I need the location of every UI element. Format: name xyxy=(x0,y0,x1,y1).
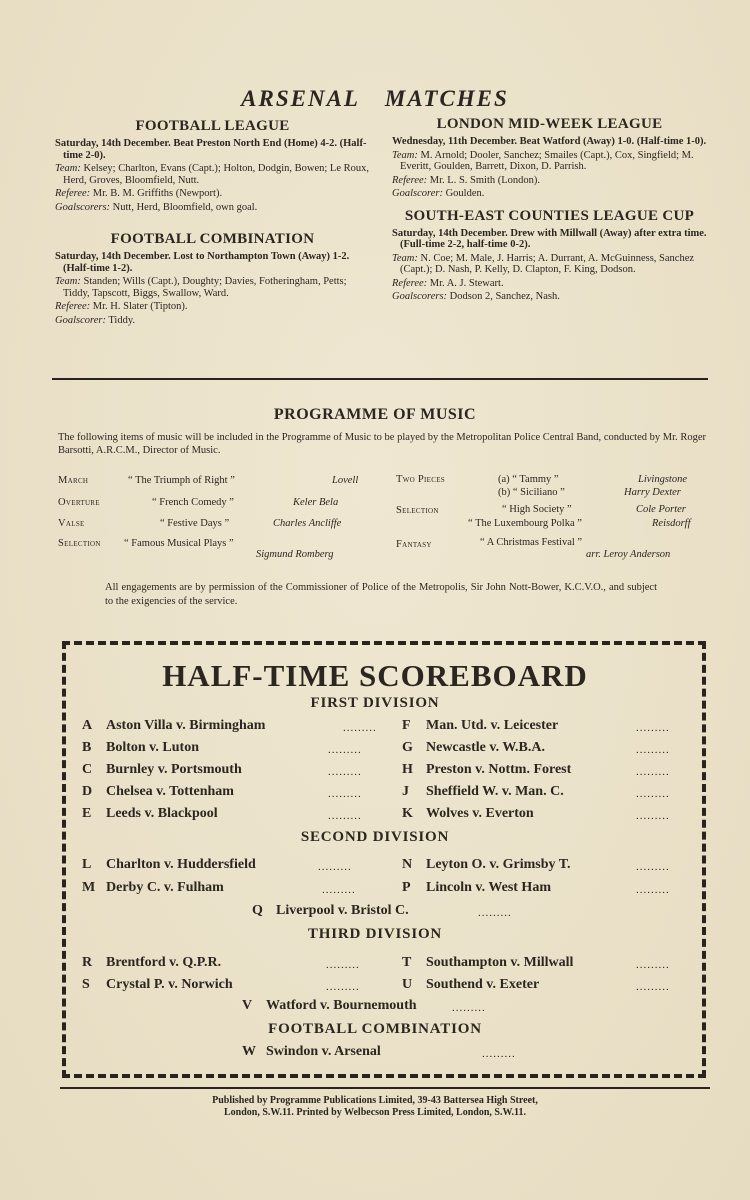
team-list: Kelsey; Charlton, Evans (Capt.); Holton, Dodgin, Bowen; Le Roux, Herd, Groves, Bloomfield, Nutt. xyxy=(63,163,370,186)
music-type: Overture xyxy=(58,497,100,508)
second-division-heading: SECOND DIVISION xyxy=(300,829,450,845)
combination-heading: FOOTBALL COMBINATION xyxy=(268,1021,482,1037)
referee-label: Referee: xyxy=(55,301,91,312)
referee-label: Referee: xyxy=(392,174,428,186)
referee-name: Mr. L. S. Smith (London). xyxy=(429,174,541,186)
score-blank: ......... xyxy=(328,766,362,778)
team-label: Team: xyxy=(55,276,81,287)
football-league-match: Saturday, 14th December. Beat Preston North End (Home) 4-2. (Half-time 2-0). xyxy=(55,138,367,161)
music-composer: Reisdorff xyxy=(652,518,691,529)
london-midweek-heading: LONDON MID-WEEK LEAGUE xyxy=(436,116,663,132)
music-title: “ Famous Musical Plays ” xyxy=(124,538,234,549)
music-title: (a) “ Tammy ” xyxy=(498,474,559,485)
scorers-list: Goulden. xyxy=(445,188,485,199)
music-title: “ Festive Days ” xyxy=(160,518,230,529)
section-divider xyxy=(52,378,708,380)
first-division-heading: FIRST DIVISION xyxy=(310,695,440,711)
scorers-label: Goalscorers: xyxy=(55,201,111,213)
footer-divider xyxy=(60,1087,710,1089)
football-league-scorers xyxy=(55,202,370,214)
score-blank: ......... xyxy=(636,810,670,822)
fixture-row: U Southend v. Exeter xyxy=(402,977,540,992)
fixture-row: H Preston v. Nottm. Forest xyxy=(402,762,572,777)
score-blank: ......... xyxy=(636,788,670,800)
score-blank: ......... xyxy=(328,744,362,756)
scorers-label: Goalscorer: xyxy=(392,188,443,199)
score-blank: ......... xyxy=(636,959,670,971)
left-column xyxy=(55,118,370,328)
fixture-row: K Wolves v. Everton xyxy=(402,806,534,821)
team-list: Standen; Wills (Capt.), Doughty; Davies, Fotheringham, Petts; Tiddy, Tapscott, Biggs, Swallow, Ward. xyxy=(63,276,347,299)
right-column xyxy=(392,116,707,305)
fixture-row: B Bolton v. Luton xyxy=(82,740,199,755)
fixture-row: T Southampton v. Millwall xyxy=(402,955,574,970)
music-composer: Charles Ancliffe xyxy=(273,518,342,529)
london-midweek-referee xyxy=(392,175,707,187)
music-composer: arr. Leroy Anderson xyxy=(586,549,671,560)
music-title: (b) “ Siciliano ” xyxy=(498,487,565,498)
fixture-row: M Derby C. v. Fulham xyxy=(82,880,224,895)
scoreboard-title: HALF-TIME SCOREBOARD xyxy=(162,658,588,693)
music-type: Selection xyxy=(58,538,101,549)
page-title: ARSENAL MATCHES xyxy=(241,86,509,111)
scorers-list: Tiddy. xyxy=(108,314,136,326)
publisher-footer xyxy=(0,1095,750,1119)
score-blank: ......... xyxy=(478,907,512,919)
music-composer: Livingstone xyxy=(638,474,687,485)
score-blank: ......... xyxy=(326,959,360,971)
fixture-row: Q Liverpool v. Bristol C. xyxy=(252,903,409,918)
london-midweek-scorers xyxy=(392,188,707,200)
fixture-row: P Lincoln v. West Ham xyxy=(402,880,551,895)
music-title: “ The Luxembourg Polka ” xyxy=(468,518,582,529)
london-midweek-match: Wednesday, 11th December. Beat Watford (Away) 1-0. (Half-time 1-0). xyxy=(392,136,707,147)
score-blank: ......... xyxy=(636,861,670,873)
music-intro: The following items of music will be included in the Programme of Music to be played by the Metropolitan Police Central Band, conducted by Mr. Roger Barsotti, A.R.C.M., Director of Music. xyxy=(58,432,706,456)
music-title: “ A Christmas Festival ” xyxy=(480,537,583,548)
scorers-list: Dodson 2, Sanchez, Nash. xyxy=(449,291,560,302)
team-label: Team: xyxy=(392,252,418,264)
music-type: Selection xyxy=(396,505,439,516)
football-combination-heading: FOOTBALL COMBINATION xyxy=(110,231,315,247)
score-blank: ......... xyxy=(636,722,670,734)
third-division-heading: THIRD DIVISION xyxy=(307,926,443,942)
football-combination-team xyxy=(55,276,370,299)
permission-note: All engagements are by permission of the Commissioner of Police of the Metropolis, Sir John Nott-Bower, K.C.V.O., and subject to the exigencies of the service. xyxy=(105,582,657,607)
referee-name: Mr. B. M. Griffiths (Newport). xyxy=(92,188,223,199)
music-heading: PROGRAMME OF MUSIC xyxy=(273,406,477,423)
music-title: “ High Society ” xyxy=(502,504,572,515)
score-blank: ......... xyxy=(328,788,362,800)
south-east-match: Saturday, 14th December. Drew with Millwall (Away) after extra time. (Full-time 2-2, half-time 0-2). xyxy=(392,227,707,250)
music-type: Two Pieces xyxy=(396,474,445,485)
south-east-scorers xyxy=(392,291,707,303)
score-blank: ......... xyxy=(318,861,352,873)
music-title: “ French Comedy ” xyxy=(152,497,234,508)
music-composer: Cole Porter xyxy=(636,504,686,515)
south-east-referee xyxy=(392,278,707,290)
fixture-row: J Sheffield W. v. Man. C. xyxy=(402,784,564,799)
football-combination-match: Saturday, 14th December. Lost to Northampton Town (Away) 1-2. (Half-time 1-2). xyxy=(55,251,350,274)
score-blank: ......... xyxy=(636,981,670,993)
music-composer: Lovell xyxy=(332,475,359,486)
scorers-label: Goalscorers: xyxy=(392,291,448,302)
referee-name: Mr. H. Slater (Tipton). xyxy=(92,301,188,312)
team-list: M. Arnold; Dooler, Sanchez; Smailes (Capt.), Cox, Singfield; M. Everitt, Goulden, Barrett, Dixon, D. Parrish. xyxy=(400,149,694,172)
fixture-row: G Newcastle v. W.B.A. xyxy=(402,740,545,755)
fixture-row: R Brentford v. Q.P.R. xyxy=(82,955,222,970)
referee-label: Referee: xyxy=(55,188,91,199)
footer-line: Published by Programme Publications Limited, 39-43 Battersea High Street, xyxy=(212,1095,538,1106)
music-type: Fantasy xyxy=(396,539,432,550)
score-blank: ......... xyxy=(452,1002,486,1014)
london-midweek-team xyxy=(392,150,707,173)
fixture-row: D Chelsea v. Tottenham xyxy=(82,784,234,799)
footer-line: London, S.W.11. Printed by Welbecson Press Limited, London, S.W.11. xyxy=(223,1107,527,1118)
score-blank: ......... xyxy=(328,810,362,822)
score-blank: ......... xyxy=(322,884,356,896)
score-blank: ......... xyxy=(636,744,670,756)
fixture-row: V Watford v. Bournemouth xyxy=(242,998,417,1013)
score-blank: ......... xyxy=(326,981,360,993)
score-blank: ......... xyxy=(636,766,670,778)
score-blank: ......... xyxy=(636,884,670,896)
music-composer: Keler Bela xyxy=(293,497,339,508)
scorers-list: Nutt, Herd, Bloomfield, own goal. xyxy=(112,201,258,213)
score-blank: ......... xyxy=(343,722,377,734)
football-combination-referee xyxy=(55,301,370,313)
scorers-label: Goalscorer: xyxy=(55,314,106,326)
team-label: Team: xyxy=(392,149,418,161)
football-league-heading: FOOTBALL LEAGUE xyxy=(135,118,290,134)
music-title: “ The Triumph of Right ” xyxy=(128,475,235,486)
music-type: March xyxy=(58,475,89,486)
fixture-row: S Crystal P. v. Norwich xyxy=(82,977,233,992)
score-blank: ......... xyxy=(482,1048,516,1060)
music-composer: Sigmund Romberg xyxy=(256,549,334,560)
fixture-row: W Swindon v. Arsenal xyxy=(242,1044,381,1059)
south-east-team xyxy=(392,253,707,276)
fixture-row: F Man. Utd. v. Leicester xyxy=(402,718,559,733)
fixture-row: A Aston Villa v. Birmingham xyxy=(82,718,266,733)
team-list: N. Coe; M. Male, J. Harris; A. Durrant, A. McGuinness, Sanchez (Capt.); D. Nash, P. Kelly, D. Clapton, F. King, Dodson. xyxy=(400,252,695,275)
fixture-row: E Leeds v. Blackpool xyxy=(82,806,218,821)
fixture-row: L Charlton v. Huddersfield xyxy=(82,857,256,872)
fixture-row: N Leyton O. v. Grimsby T. xyxy=(402,857,571,872)
team-label: Team: xyxy=(55,163,81,174)
south-east-heading: SOUTH-EAST COUNTIES LEAGUE CUP xyxy=(404,207,695,224)
music-composer: Harry Dexter xyxy=(624,487,681,498)
fixture-row: C Burnley v. Portsmouth xyxy=(82,762,242,777)
referee-name: Mr. A. J. Stewart. xyxy=(429,277,504,289)
football-league-referee xyxy=(55,188,370,200)
football-league-team xyxy=(55,163,370,186)
music-type: Valse xyxy=(58,518,85,529)
referee-label: Referee: xyxy=(392,277,428,289)
football-combination-scorers xyxy=(55,315,370,327)
